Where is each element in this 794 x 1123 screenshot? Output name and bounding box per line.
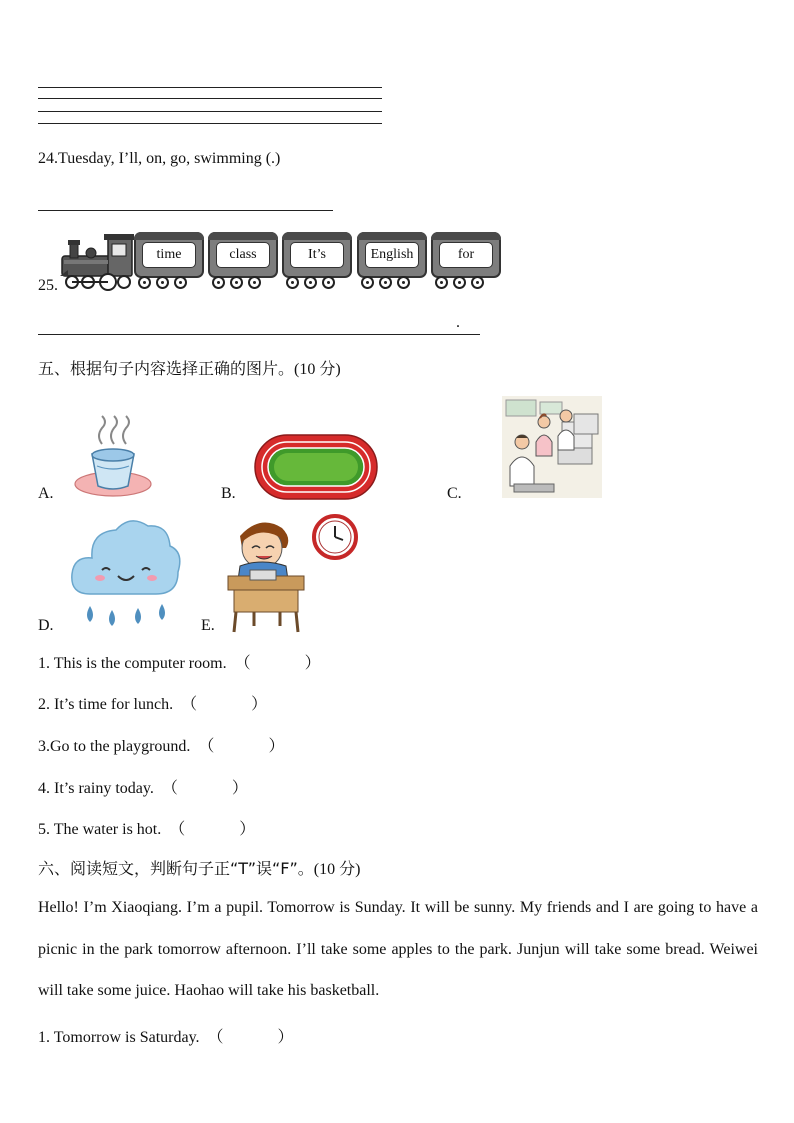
writing-line-1[interactable]: [38, 87, 382, 88]
answer-line-25[interactable]: [38, 334, 480, 335]
answer-blank[interactable]: （ ）: [234, 655, 321, 672]
s5-question-1: 1. This is the computer room. （ ）: [38, 655, 321, 672]
answer-line-24[interactable]: [38, 210, 333, 211]
rain-cloud-icon[interactable]: [68, 512, 184, 634]
train-engine-icon: [60, 230, 134, 292]
writing-line-2[interactable]: [38, 98, 382, 99]
section-5-heading: [38, 356, 341, 379]
reading-passage: Hello! I’m Xiaoqiang. I’m a pupil. Tomorrow is Sunday. It will be sunny. My friends and I are going to have a picnic in the park tomorrow afternoon. I’ll take some apples to the park. Junjun will take some bread. Weiwei will take some juice. Haohao will take his basketball.: [38, 899, 758, 999]
train-wheels: [361, 276, 415, 290]
answer-blank[interactable]: （ ）: [161, 780, 248, 797]
s5-question-5: 5. The water is hot. （ ）: [38, 821, 256, 838]
train-car-time[interactable]: [134, 232, 204, 278]
section-6-heading: [38, 856, 360, 879]
answer-blank[interactable]: （ ）: [207, 1029, 294, 1046]
s5-question-2: 2. It’s time for lunch. （ ）: [38, 696, 268, 713]
train-wheels: [212, 276, 266, 290]
train-car-class[interactable]: [208, 232, 278, 278]
computer-room-icon[interactable]: [502, 396, 602, 498]
train-car-its[interactable]: [282, 232, 352, 278]
train-wheels: [435, 276, 489, 290]
word-card: class: [216, 242, 270, 268]
train-wheels: [286, 276, 340, 290]
answer-blank[interactable]: （ ）: [181, 696, 268, 713]
boy-eating-lunch-icon[interactable]: [226, 514, 358, 634]
option-d-label: D.: [38, 617, 54, 634]
section-5-points: (10 分): [294, 361, 341, 378]
word-card: English: [365, 242, 419, 268]
option-b-label: B.: [221, 485, 236, 502]
question-25-number: 25.: [38, 277, 58, 294]
train-car-english[interactable]: [357, 232, 427, 278]
word-card: time: [142, 242, 196, 268]
answer-25-end-mark: .: [456, 314, 460, 331]
train-wheels: [138, 276, 192, 290]
answer-blank[interactable]: （ ）: [169, 821, 256, 838]
section-6-title: 六、阅读短文，判断句子正“T”误“F”。: [38, 859, 314, 878]
s5-question-4: 4. It’s rainy today. （ ）: [38, 780, 248, 797]
s5-question-3: 3.Go to the playground. （ ）: [38, 738, 285, 755]
writing-line-3[interactable]: [38, 111, 382, 112]
option-e-label: E.: [201, 617, 215, 634]
option-a-label: A.: [38, 485, 54, 502]
playground-track-icon[interactable]: [254, 434, 378, 500]
hot-water-cup-icon[interactable]: [72, 414, 154, 500]
section-5-title: 五、根据句子内容选择正确的图片。: [38, 359, 295, 378]
word-card: It’s: [290, 242, 344, 268]
question-24: 24.Tuesday, I’ll, on, go, swimming (.): [38, 150, 281, 167]
answer-blank[interactable]: （ ）: [198, 738, 285, 755]
train-car-for[interactable]: [431, 232, 501, 278]
writing-line-4[interactable]: [38, 123, 382, 124]
section-6-points: (10 分): [313, 861, 361, 878]
word-card: for: [439, 242, 493, 268]
option-c-label: C.: [447, 485, 462, 502]
s6-question-1: 1. Tomorrow is Saturday. （ ）: [38, 1029, 294, 1046]
